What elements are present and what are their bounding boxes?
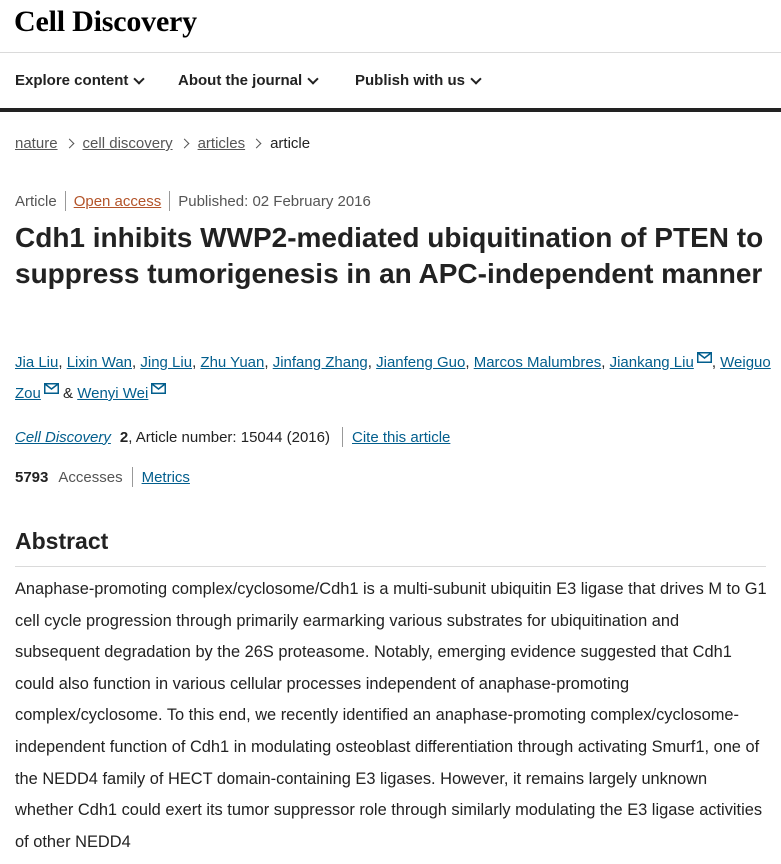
author-link[interactable]: Wenyi Wei xyxy=(77,385,149,402)
chevron-down-icon xyxy=(307,73,318,84)
nav-publish-with-us[interactable] xyxy=(355,72,480,89)
journal-logo[interactable]: Cell Discovery xyxy=(14,5,197,38)
metrics-row xyxy=(15,467,190,487)
citation-details: , Article number: 15044 (2016) xyxy=(128,428,330,446)
author-list: Jia Liu, Lixin Wan, Jing Liu, Zhu Yuan, Jinfang Zhang, Jianfeng Guo, Marcos Malumbres, Jiankang Liu , Weiguo Zou & Wenyi Wei xyxy=(15,354,771,402)
chevron-down-icon xyxy=(470,73,481,84)
divider xyxy=(132,467,133,487)
breadcrumb xyxy=(15,135,310,152)
abstract-heading: Abstract xyxy=(15,528,109,554)
citation-row xyxy=(15,427,450,447)
author-link[interactable]: Jia Liu xyxy=(15,354,59,371)
divider xyxy=(169,191,170,211)
published-date: Published: 02 February 2016 xyxy=(178,192,371,210)
author-link[interactable]: Jianfeng Guo xyxy=(376,354,466,371)
divider xyxy=(342,427,343,447)
abstract-text: Anaphase-promoting complex/cyclosome/Cdh1 is a multi-subunit ubiquitin E3 ligase that drives M to G1 cell cycle progression through primarily earmarking various substrates for ubiquitination and subsequent degradation by the 26S proteasome. Notably, emerging evidence suggested that Cdh1 could also function in various cellular processes independent of anaphase-promoting complex/cyclosome. To this end, we recently identified an anaphase-promoting complex/cyclosome-independent function of Cdh1 in modulating osteoblast differentiation through activating Smurf1, one of the NEDD4 family of HECT domain-containing E3 ligases. However, it remains largely unknown whether Cdh1 could exert its tumor suppressor role through similarly modulating the E3 ligase activities of other NEDD4 xyxy=(15,580,767,851)
author-link[interactable]: Weiguo Zou xyxy=(15,354,771,402)
open-access-link[interactable]: Open access xyxy=(73,192,162,210)
breadcrumb-cell-discovery[interactable]: cell discovery xyxy=(82,135,173,152)
author-link[interactable]: Zhu Yuan xyxy=(200,354,265,371)
accesses-label: Accesses xyxy=(58,468,123,486)
author-link[interactable]: Marcos Malumbres xyxy=(473,354,602,371)
mail-icon[interactable] xyxy=(151,383,166,394)
volume-number: 2 xyxy=(119,428,129,446)
author-link[interactable]: Jing Liu xyxy=(140,354,193,371)
chevron-right-icon xyxy=(179,139,189,149)
section-divider xyxy=(15,566,766,567)
chevron-right-icon xyxy=(252,139,262,149)
author-link[interactable]: Jinfang Zhang xyxy=(272,354,368,371)
journal-link[interactable]: Cell Discovery xyxy=(15,428,111,446)
breadcrumb-current: article xyxy=(270,135,311,152)
author-link[interactable]: Jiankang Liu xyxy=(609,354,694,371)
author-link[interactable]: Lixin Wan xyxy=(66,354,133,371)
metrics-link[interactable]: Metrics xyxy=(141,468,190,486)
article-title: Cdh1 inhibits WWP2-mediated ubiquitination of PTEN to suppress tumorigenesis in an APC-independent manner xyxy=(15,222,764,289)
cite-this-article-link[interactable]: Cite this article xyxy=(352,428,451,446)
nav-label: Publish with us xyxy=(355,72,466,89)
article-meta xyxy=(15,191,371,211)
nav-about-journal[interactable] xyxy=(178,72,317,89)
author-and: & xyxy=(63,385,74,402)
masthead xyxy=(0,0,781,53)
main-nav xyxy=(0,54,781,112)
divider xyxy=(65,191,66,211)
chevron-down-icon xyxy=(134,73,145,84)
nav-label: About the journal xyxy=(178,72,303,89)
accesses-count: 5793 xyxy=(15,468,49,486)
article-type: Article xyxy=(15,192,57,210)
breadcrumb-articles[interactable]: articles xyxy=(197,135,246,152)
mail-icon[interactable] xyxy=(697,352,712,363)
breadcrumb-nature[interactable]: nature xyxy=(15,135,58,152)
nav-label: Explore content xyxy=(15,72,129,89)
chevron-right-icon xyxy=(64,139,74,149)
nav-explore-content[interactable] xyxy=(15,72,143,89)
mail-icon[interactable] xyxy=(44,383,59,394)
